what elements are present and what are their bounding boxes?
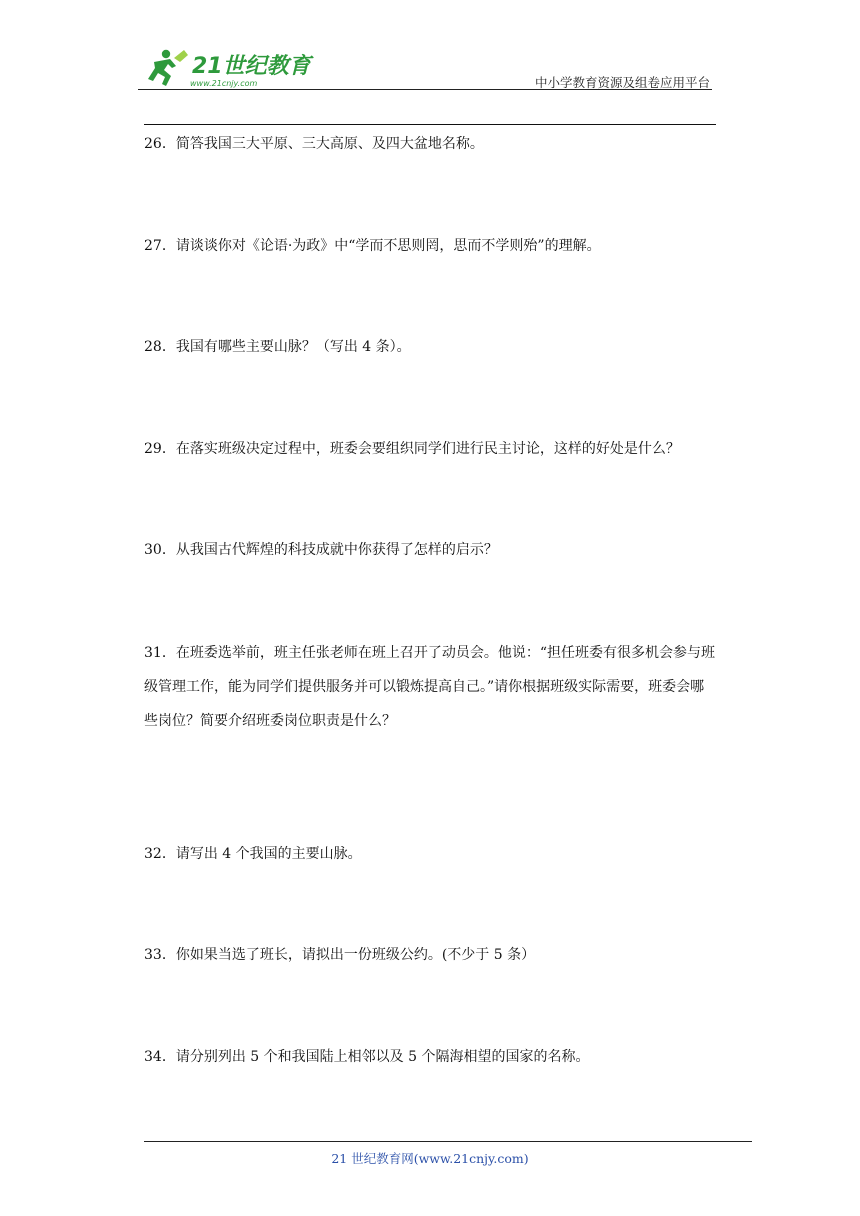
question-28 [144,333,716,361]
question-text: 请分别列出 5 个和我国陆上相邻以及 5 个隔海相望的国家的名称。 [175,1049,590,1065]
question-text: 我国有哪些主要山脉？（写出 4 条）。 [175,339,411,355]
question-text: 你如果当选了班长，请拟出一份班级公约。(不少于 5 条） [175,947,536,963]
question-number: 33． [144,947,176,963]
question-27 [144,232,716,260]
question-26 [144,130,716,158]
site-logo [144,46,314,90]
question-number: 30． [144,542,176,558]
question-33 [144,941,716,969]
question-number: 34． [144,1049,176,1065]
question-34 [144,1043,716,1071]
question-31 [144,636,716,738]
question-number: 27． [144,238,176,254]
question-number: 26． [144,136,176,152]
question-text: 简答我国三大平原、三大高原、及四大盆地名称。 [175,136,484,152]
question-text: 请谈谈你对《论语·为政》中“学而不思则罔，思而不学则殆”的理解。 [175,238,601,254]
question-text: 在落实班级决定过程中，班委会要组织同学们进行民主讨论，这样的好处是什么？ [175,441,680,457]
question-number: 29． [144,441,176,457]
question-number: 28． [144,339,176,355]
page-header [138,40,712,92]
runner-icon [148,50,188,86]
question-32 [144,840,716,868]
question-30 [144,536,716,564]
question-number: 31． [144,645,176,661]
footer-link[interactable]: 21 世纪教育网(www.21cnjy.com) [331,1151,529,1166]
header-platform-text: 中小学教育资源及组卷应用平台 [534,75,710,90]
header-divider [138,89,712,90]
logo-url: www.21cnjy.com [190,79,258,88]
content-top-rule [144,124,716,125]
question-29 [144,435,716,463]
question-text: 在班委选举前，班主任张老师在班上召开了动员会。他说：“担任班委有很多机会参与班级管理工作，能为同学们提供服务并可以锻炼提高自己。”请你根据班级实际需要，班委会哪些岗位？简要介绍班委岗位职责是什么？ [144,645,715,729]
footer-divider [144,1141,752,1142]
question-number: 32． [144,846,176,862]
question-text: 从我国古代辉煌的科技成就中你获得了怎样的启示？ [175,542,498,558]
logo-text: 21世纪教育 [192,54,311,79]
question-text: 请写出 4 个我国的主要山脉。 [175,846,362,862]
